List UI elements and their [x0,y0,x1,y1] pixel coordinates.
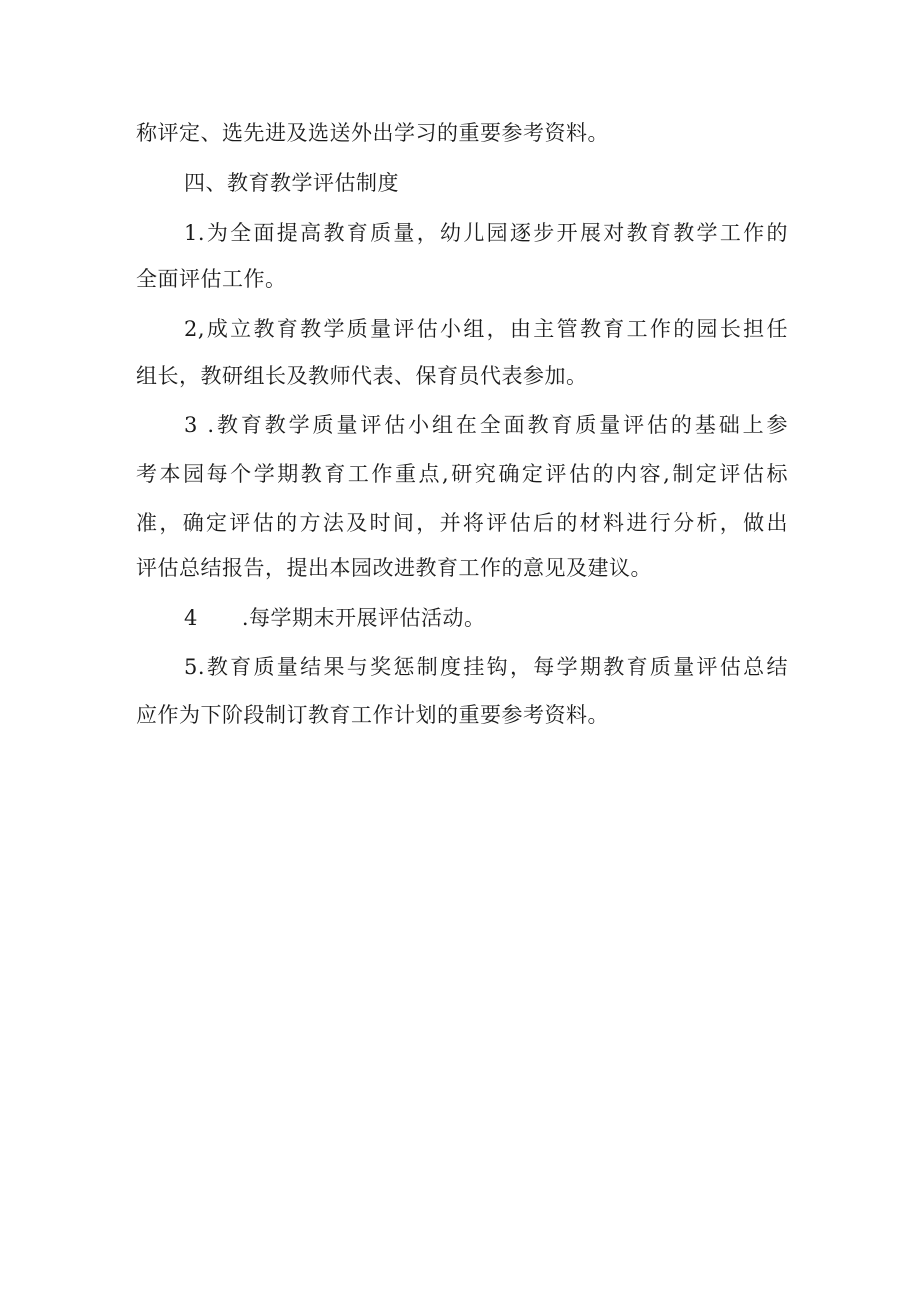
section-heading: 四、教育教学评估制度 [184,171,399,195]
text-line: 称评定、选先进及选送外出学习的重要参考资料。 [136,121,609,145]
paragraph-5-line-2: 应作为下阶段制订教育工作计划的重要参考资料。 [136,703,609,727]
item-text: .每学期末开展评估活动。 [241,606,486,630]
paragraph-3-line-4: 评估总结报告，提出本园改进教育工作的意见及建议。 [136,556,652,580]
paragraph-2-line-2: 组长，教研组长及教师代表、保育员代表参加。 [136,364,588,388]
item-number: 4 [184,606,198,630]
paragraph-1-line-1: 1.为全面提高教育质量，幼儿园逐步开展对教育教学工作的 [184,221,788,245]
paragraph-4 [184,603,788,633]
paragraph-1-line-2: 全面评估工作。 [136,267,287,291]
paragraph-5-line-1: 5.教育质量结果与奖惩制度挂钩，每学期教育质量评估总结 [184,655,788,679]
paragraph-3-line-2: 考本园每个学期教育工作重点,研究确定评估的内容,制定评估标 [136,462,788,486]
paragraph-3-line-3: 准，确定评估的方法及时间，并将评估后的材料进行分析，做出 [136,511,788,535]
paragraph-3-line-1: 3 .教育教学质量评估小组在全面教育质量评估的基础上参 [184,413,788,437]
paragraph-2-line-1: 2,成立教育教学质量评估小组，由主管教育工作的园长担任 [184,317,788,341]
